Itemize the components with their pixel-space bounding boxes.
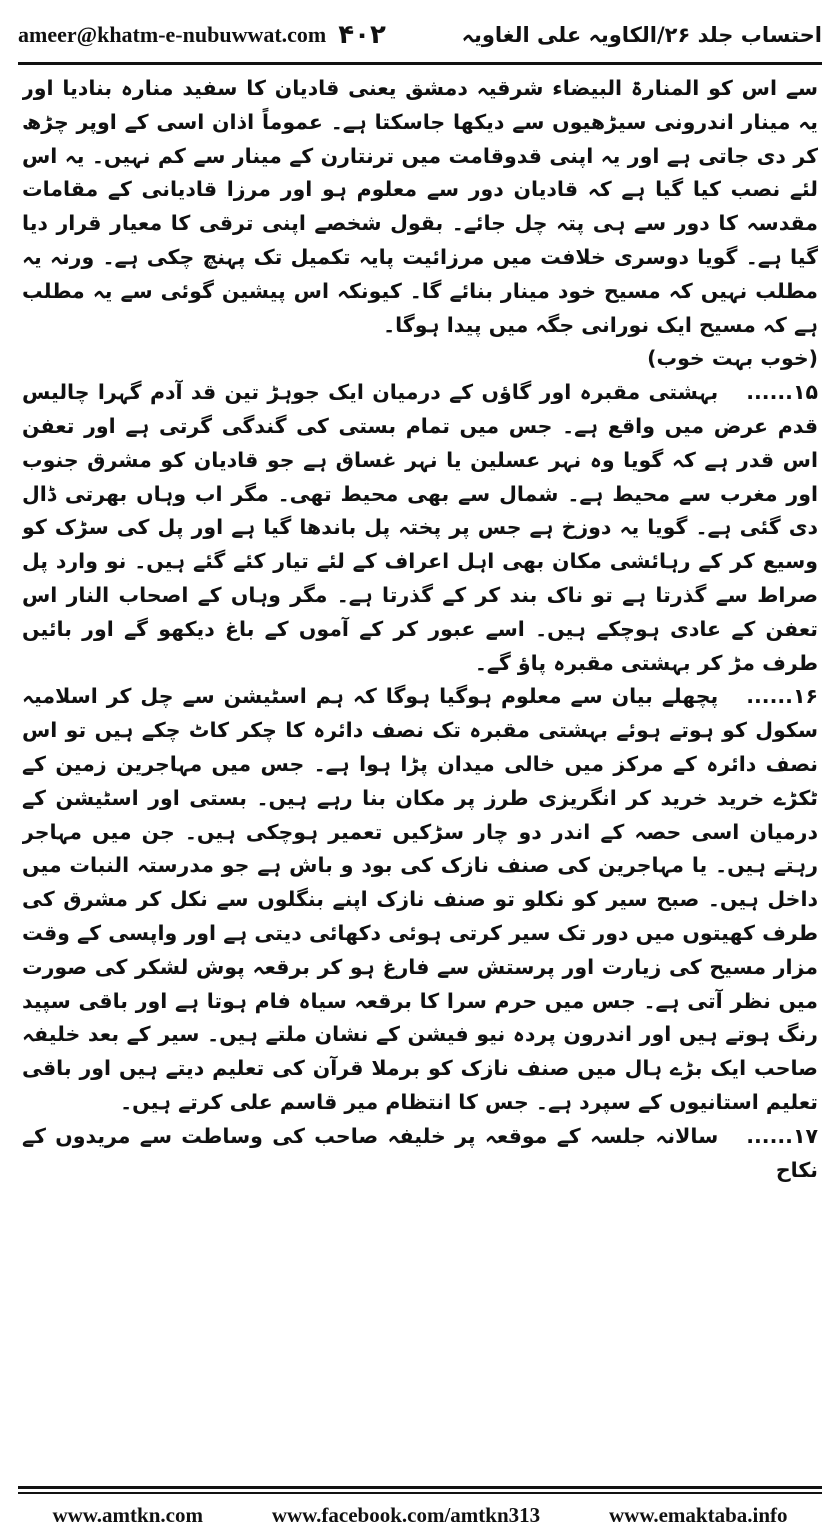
paragraph-17 (22, 1120, 818, 1188)
paragraph-number: ۱۷...... (746, 1123, 818, 1148)
footer-link-amtkn[interactable]: www.amtkn.com (52, 1502, 203, 1527)
header-divider (18, 62, 822, 65)
footer-divider-thick (18, 1486, 822, 1489)
header-left-group (18, 20, 386, 50)
page-footer (18, 1498, 822, 1532)
page-body (22, 72, 818, 1472)
footer-link-emaktaba[interactable]: www.emaktaba.info (609, 1502, 788, 1527)
paragraph-number: ۱۵...... (746, 380, 818, 405)
header-email[interactable]: ameer@khatm-e-nubuwwat.com (18, 22, 327, 47)
paragraph-number: ۱۶...... (746, 684, 818, 709)
footer-divider-thin (18, 1492, 822, 1494)
page-header (18, 10, 822, 60)
paragraph-text: سے اس کو المنارۃ البیضاء شرقیہ دمشق یعنی قادیان کا سفید منارہ بنادیا اور یہ مینار اندرونی سیڑھیوں سے دیکھا جاسکتا ہے۔ عموماً اذان اسی کے اوپر چڑھ کر دی جاتی ہے اور یہ اپنی قدوقامت میں ترنتارن کے مینار سے کم نہیں۔ یہ اس لئے نصب کیا گیا ہے کہ قادیان دور سے معلوم ہو اور مرزا قادیانی کے مقامات مقدسہ کا دور سے ہی پتہ چل جائے۔ بقول شخصے اپنی ترقی کا معیار قرار دیا گیا ہے۔ گویا دوسری خلافت میں مرزائیت پایہ تکمیل تک پہنچ چکی ہے۔ ورنہ یہ مطلب نہیں کہ مسیح خود مینار بنائے گا۔ کیونکہ اس پیشین گوئی سے یہ مطلب ہے کہ مسیح ایک نورانی جگہ میں پیدا ہوگا۔ (22, 76, 818, 337)
paragraph-15 (22, 376, 818, 680)
paragraph-text: بہشتی مقبرہ اور گاؤں کے درمیان ایک جوہڑ تین قد آدم گہرا چالیس قدم عرض میں واقع ہے۔ جس میں تمام بستی کی گندگی گرتی ہے اور تعفن اس قدر ہے کہ گویا وہ نہر عسلین یا نہر غساق ہے جو قادیان کو مشرق جنوب اور مغرب سے محیط ہے۔ شمال سے بھی محیط تھی۔ مگر اب وہاں بھرتی ڈال دی گئی ہے۔ گویا یہ دوزخ ہے جس پر پختہ پل باندھا گیا ہے اور پل کی سڑک کو وسیع کر کے رہائشی مکان بھی اہل اعراف کے لئے تیار کئے گئے ہیں۔ نو وارد پل صراط سے گذرتا ہے تو ناک بند کر کے گذرتا ہے۔ مگر وہاں کے اصحاب النار اس تعفن کے عادی ہوچکے ہیں۔ اسے عبور کر کے آموں کے باغ دیکھو گے اور بائیں طرف مڑ کر بہشتی مقبرہ پاؤ گے۔ (22, 380, 818, 675)
paragraph-text: سالانہ جلسہ کے موقعہ پر خلیفہ صاحب کی وساطت سے مریدوں کے نکاح (22, 1123, 818, 1182)
page-number: ۴۰۲ (338, 20, 386, 50)
footer-link-facebook[interactable]: www.facebook.com/amtkn313 (271, 1502, 541, 1527)
remark-text: (خوب بہت خوب) (647, 346, 818, 371)
paragraph-continuation (22, 72, 818, 342)
paragraph-16 (22, 680, 818, 1119)
paragraph-remark (22, 342, 818, 376)
paragraph-text: پچھلے بیان سے معلوم ہوگیا ہوگا کہ ہم اسٹیشن سے چل کر اسلامیہ سکول کو ہوتے ہوئے بہشتی مقبرہ تک نصف دائرہ کا چکر کاٹ چکے ہیں تو اس نصف دائرہ کے مرکز میں خالی میدان پڑا ہوا ہے۔ جس میں مہاجرین زمین کے ٹکڑے خرید خرید کر انگریزی طرز پر مکان بنا رہے ہیں۔ بستی اور اسٹیشن کے درمیان اسی حصہ کے اندر دو چار سڑکیں تعمیر ہوچکی ہیں۔ جن میں مہاجر رہتے ہیں۔ یا مہاجرین کی صنف نازک کی بود و باش ہے جو مدرستہ النبات میں داخل ہیں۔ صبح سیر کو نکلو تو صنف نازک اپنے بنگلوں سے نکل کر مشرق کی طرف کھیتوں میں دور تک سیر کرتی ہوئی دکھائی دیتی ہے اور واپسی کے وقت مزار مسیح کی زیارت اور پرستش سے فارغ ہو کر برقعہ پوش لشکر کی صورت میں نظر آتی ہے۔ جس میں حرم سرا کا برقعہ سیاہ فام ہوتا ہے اور باقی سپید رنگ ہوتے ہیں اور اندرون پردہ نیو فیشن کے نشان ملتے ہیں۔ سیر کے بعد خلیفہ صاحب ایک بڑے ہال میں صنف نازک کو برملا قرآن کی تعلیم دیتے ہیں اور باقی تعلیم استانیوں کے سپرد ہے۔ جس کا انتظام میر قاسم علی کرتے ہیں۔ (22, 684, 818, 1114)
running-title: احتساب جلد ۲۶/الکاویہ علی الغاویہ (461, 23, 822, 47)
